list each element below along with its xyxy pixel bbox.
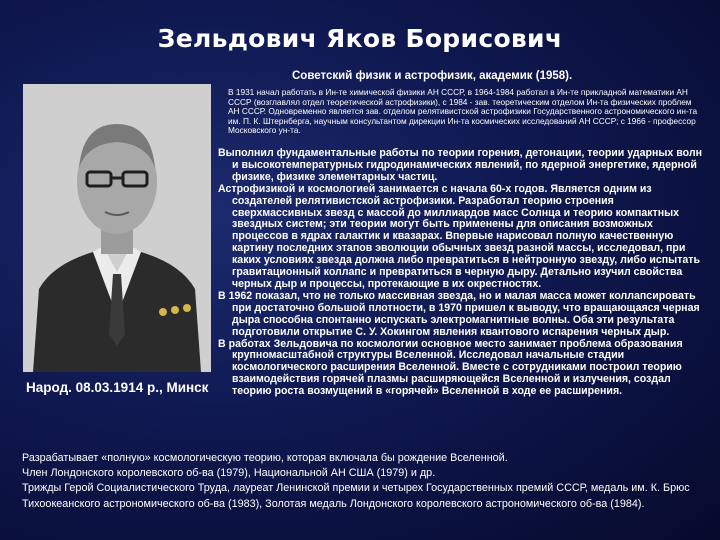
bottom-line: Член Лондонского королевского об-ва (1979), Национальной АН США (1979) и др.	[22, 467, 436, 480]
main-paragraph: Астрофизикой и космологией занимается с начала 60-х годов. Является одним из создателей релятивистской астрофизики. Разработал теорию строения сверхмассивных звезд с массой до миллиардов масс Солнца и теорию компактных звездных систем; эти теории могут быть применены для описания возможных процессов в ядрах галактик и квазарах. Впервые нарисовал полную качественную картину последних этапов эволюции обычных звезд разной массы, исследовал, при каких условиях звезда должна либо превратиться в нейтронную звезду, либо испытать гравитационный коллапс и превратиться в черную дыру. Детально изучил свойства черных дыр и процессы, протекающие в их окрестностях.	[218, 182, 701, 290]
main-paragraph: В работах Зельдовича по космологии основное место занимает проблема образования крупномасштабной структуры Вселенной. Исследовал начальные стадии космологического расширения Вселенной. Вместе с сотрудниками построил теорию взаимодействия горячей плазмы расширяющейся Вселенной и излучения, создал теорию роста возмущений в «горячей» Вселенной в ходе ее расширения.	[218, 337, 683, 398]
bottom-line: Трижды Герой Социалистического Труда, лауреат Ленинской премии и четырех Государственных премий СССР, медаль им. К. Брюс Тихоокеанского астрономического об-ва (1983), Золотая медаль Лондонского королевского астрономического об-ва (1984).	[22, 482, 690, 510]
main-text	[218, 148, 702, 398]
page-title: Зельдович Яков Борисович	[157, 24, 563, 53]
bottom-line: Разрабатывает «полную» космологическую теорию, которая включала бы рождение Вселенной.	[22, 452, 508, 464]
subtitle: Советский физик и астрофизик, академик (1958).	[292, 70, 573, 82]
main-paragraph: Выполнил фундаментальные работы по теории горения, детонации, теории ударных волн и высокотемпературных гидродинамических явлений, по ядерной энергетике, ядерной физике, физике элементарных частиц.	[218, 147, 702, 183]
portrait-photo	[23, 84, 211, 372]
main-paragraph: В 1962 показал, что не только массивная звезда, но и малая масса может коллапсировать при достаточно большой плотности, в 1970 пришел к выводу, что вращающаяся черная дыра способна спонтанно испускать электромагнитные волны. Оба эти результата подготовили открытие С. У. Хокингом явления квантового испарения черных дыр.	[218, 289, 700, 338]
birth-info: Народ. 08.03.1914 р., Минск	[26, 380, 209, 395]
bottom-text	[22, 451, 702, 512]
early-career-text: В 1931 начал работать в Ин-те химической физики АН СССР, в 1964-1984 работал в Ин-те прикладной математики АН СССР (возглавлял отдел теоретической астрофизики), с 1984 - зав. теоретическим отделом Ин-та физических проблем АН СССР. Одновременно является зав. отделом релятивистской астрофизики Государственного астрономического ин-та им. П. К. Штернберга, научным консультантом дирекции Ин-та космических исследований АН СССР; с 1966 - профессор Московского ун-та.	[228, 87, 698, 136]
portrait-image	[23, 84, 211, 372]
